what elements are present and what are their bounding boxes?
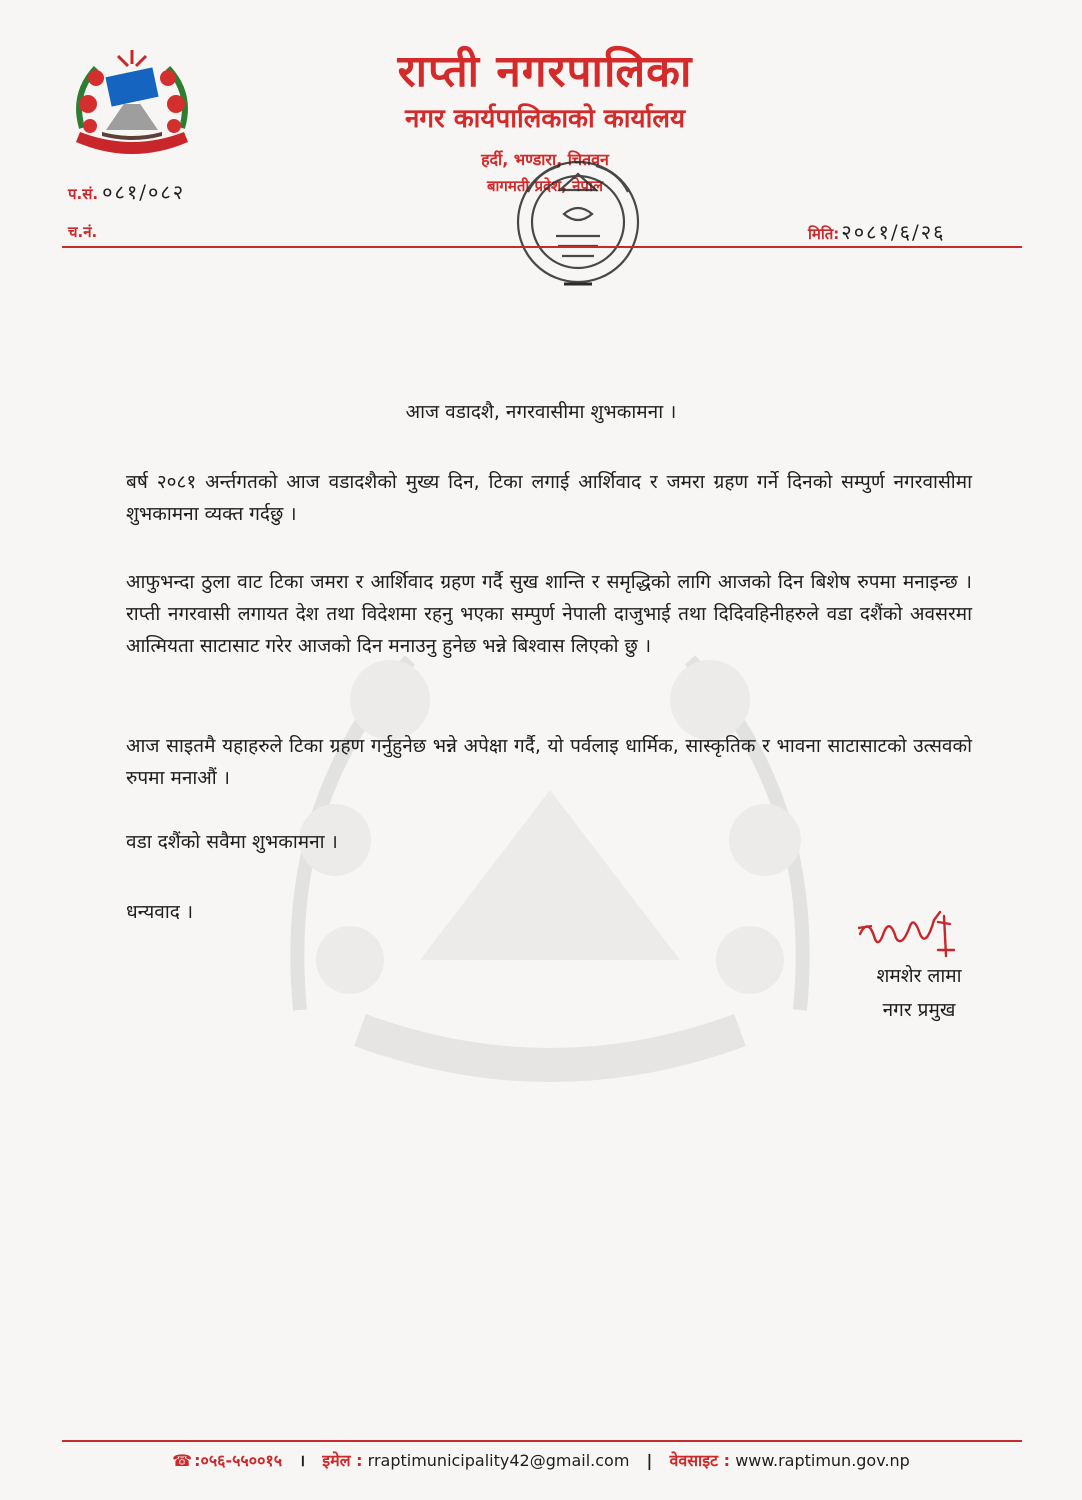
- letter-paragraph-3: आज साइतमै यहाहरुले टिका ग्रहण गर्नुहुनेछ भन्ने अपेक्षा गर्दै, यो पर्वलाइ धार्मिक, सास्कृतिक र भावना साटासाटको उत्सवको रुपमा मनाऔं ।: [126, 735, 972, 789]
- signatory-title: नगर प्रमुख: [882, 999, 956, 1021]
- footer-phone: :०५६-५५००१५: [194, 1451, 283, 1470]
- org-name: राप्ती नगरपालिका: [397, 46, 693, 97]
- footer-contact: [0, 1449, 1082, 1471]
- letter-closing: वडा दशैंको सवैमा शुभकामना ।: [126, 831, 338, 853]
- signatory-name: शमशेर लामा: [876, 965, 962, 987]
- reference-number: [68, 178, 185, 205]
- letter-subject: आज वडादशै, नगरवासीमा शुभकामना ।: [405, 401, 677, 423]
- office-province: बागमती प्रदेश, नेपाल: [486, 177, 604, 195]
- letter-paragraph-1: बर्ष २०८१ अर्न्तगतको आज वडादशैको मुख्य दिन, टिका लगाई आर्शिवाद र जमरा ग्रहण गर्ने दिनको सम्पुर्ण नगरवासीमा शुभकामना व्यक्त गर्दछु ।: [126, 471, 972, 525]
- footer-separator: ।: [299, 1451, 306, 1470]
- footer-separator-2: |: [646, 1451, 653, 1470]
- date-value: २०८१/६/२६: [841, 220, 946, 244]
- municipality-emblem-icon: [66, 44, 198, 162]
- office-address: हर्दी, भण्डारा, चितवन: [481, 150, 609, 169]
- footer-email[interactable]: rraptimunicipality42@gmail.com: [367, 1451, 630, 1470]
- footer-divider: [62, 1440, 1022, 1442]
- footer-email-label: इमेल :: [322, 1451, 363, 1470]
- date-label: मिति:: [808, 225, 840, 243]
- reference-label: प.सं.: [68, 185, 99, 203]
- letter-thanks: धन्यवाद ।: [126, 901, 194, 923]
- letter-paragraph-2: आफुभन्दा ठुला वाट टिका जमरा र आर्शिवाद ग्रहण गर्दै सुख शान्ति र समृद्धिको लागि आजको दिन बिशेष रुपमा मनाइन्छ । राप्ती नगरवासी लगायत देश तथा विदेशमा रहनु भएका सम्पुर्ण नेपाली दाजुभाई तथा दिदिवहिनीहरुले वडा दशैंको अवसरमा आत्मियता साटासाट गरेर आजको दिन मनाउनु हुनेछ भन्ने बिश्वास लिएको छु ।: [126, 571, 972, 657]
- footer-website[interactable]: www.raptimun.gov.np: [735, 1451, 910, 1470]
- letter-date: [808, 218, 946, 245]
- footer-website-label: वेवसाइट :: [669, 1451, 731, 1470]
- phone-icon: ☎: [172, 1451, 193, 1470]
- dispatch-number-label: च.नं.: [68, 223, 98, 241]
- signature-icon: [854, 904, 974, 966]
- reference-value: ०८१/०८२: [102, 180, 186, 204]
- office-stamp-icon: [498, 152, 648, 302]
- office-name: नगर कार्यपालिकाको कार्यालय: [404, 104, 686, 134]
- header-divider: [62, 246, 1022, 248]
